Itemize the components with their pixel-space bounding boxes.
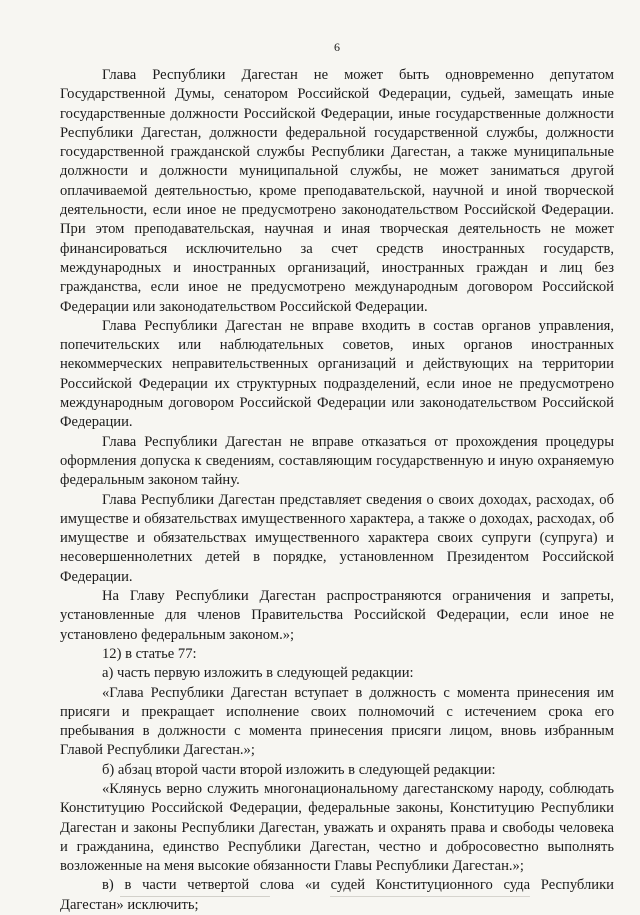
paragraph-foreign-organizations: Глава Республики Дагестан не вправе входить в состав органов управления, попечительских или наблюдательных советов, иных органов иностранных некоммерческих неправительственных организаций и действующих на территории Российской Федерации их структурных подразделений, если иное не предусмотрено международным договором Российской Федерации или законодательством Российской Федерации. bbox=[60, 317, 614, 431]
paragraph-income-declaration: Глава Республики Дагестан представляет сведения о своих доходах, расходах, об имуществе и обязательствах имущественного характера, а также о доходах, расходах, об имуществе и обязательствах имущественного характера своих супруги (супруга) и несовершеннолетних детей в порядке, установленном Президентом Российской Федерации. bbox=[60, 491, 614, 585]
paragraph-secrecy-clearance: Глава Республики Дагестан не вправе отказаться от прохождения процедуры оформления допуска к сведениям, составляющим государственную и иную охраняемую федеральным законом тайну. bbox=[60, 433, 614, 489]
paragraph-government-restrictions: На Главу Республики Дагестан распространяются ограничения и запреты, установленные для членов Правительства Российской Федерации, если иное не установлено федеральным законом.»; bbox=[60, 588, 614, 643]
page-number: 6 bbox=[334, 40, 340, 54]
paragraph-oath-text: «Клянусь верно служить многонациональному дагестанскому народу, соблюдать Конституцию Российской Федерации, федеральные законы, Конституцию Республики Дагестан и законы Республики Дагестан, уважать и охранять права и свободы человека и гражданина, единство Республики Дагестан, честно и добросовестно выполнять возложенные на меня высокие обязанности Главы Республики Дагестан.»; bbox=[60, 780, 614, 875]
paragraph-oath-entry: «Глава Республики Дагестан вступает в должность с момента принесения им присяги и прекращает исполнение своих полномочий с истечением срока его пребывания в должности с момента принесения присяги лицом, вновь избранным Главой Республики Дагестан.»; bbox=[60, 684, 614, 759]
document-body bbox=[60, 66, 614, 915]
scan-artifact bbox=[0, 895, 640, 899]
paragraph-item-c: в) в части четвертой слова «и судей Конституционного суда Республики Дагестан» исключить; bbox=[60, 877, 614, 913]
paragraph-article-77: 12) в статье 77: bbox=[102, 645, 197, 662]
paragraph-item-a: а) часть первую изложить в следующей редакции: bbox=[102, 665, 414, 682]
paragraph-head-restrictions: Глава Республики Дагестан не может быть одновременно депутатом Государственной Думы, сенатором Российской Федерации, судьей, замещать иные государственные должности Российской Федерации, иные государственные должности Республики Дагестан, должности федеральной государственной службы, должности государственной гражданской службы Республики Дагестан, а также муниципальные должности и должности муниципальной службы, не может заниматься другой оплачиваемой деятельностью, кроме преподавательской, научной и иной творческой деятельности, если иное не предусмотрено законодательством Российской Федерации. При этом преподавательская, научная и иная творческая деятельность не может финансироваться исключительно за счет средств иностранных государств, международных и иностранных организаций, иностранных граждан и лиц без гражданства, если иное не предусмотрено международным договором Российской Федерации или законодательством Российской Федерации. bbox=[60, 67, 614, 315]
paragraph-item-b: б) абзац второй части второй изложить в следующей редакции: bbox=[102, 761, 496, 778]
